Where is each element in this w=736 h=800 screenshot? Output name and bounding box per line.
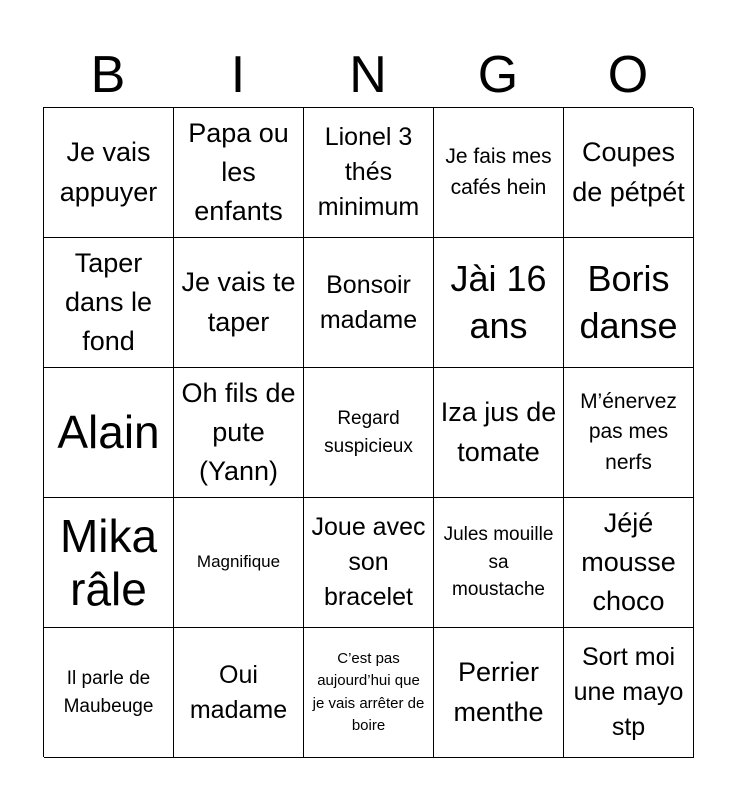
cell-text: Boris danse bbox=[579, 257, 678, 346]
header-letter-n: N bbox=[349, 46, 387, 104]
bingo-cell-5-4[interactable] bbox=[434, 628, 564, 758]
bingo-cell-1-4[interactable] bbox=[434, 108, 564, 238]
cell-text: Iza jus de tomate bbox=[440, 397, 557, 467]
bingo-cell-2-1[interactable] bbox=[44, 238, 174, 368]
cell-text: Je vais appuyer bbox=[59, 137, 158, 207]
cell-text: Il parle de Maubeuge bbox=[63, 667, 154, 717]
bingo-cell-2-5[interactable] bbox=[564, 238, 694, 368]
cell-text: Alain bbox=[57, 406, 160, 459]
header-letter-g: G bbox=[477, 46, 519, 104]
cell-text: Je fais mes cafés hein bbox=[445, 145, 552, 199]
bingo-cell-2-4[interactable] bbox=[434, 238, 564, 368]
bingo-cell-4-4[interactable] bbox=[434, 498, 564, 628]
bingo-cell-3-4[interactable] bbox=[434, 368, 564, 498]
cell-text: Bonsoir madame bbox=[319, 270, 418, 334]
cell-text: Regard suspicieux bbox=[324, 407, 413, 457]
cell-text: Jài 16 ans bbox=[450, 257, 547, 346]
cell-text: Magnifique bbox=[196, 552, 281, 572]
cell-text: Je vais te taper bbox=[181, 267, 296, 337]
header-letter-b: B bbox=[90, 46, 126, 104]
bingo-cell-5-1[interactable] bbox=[44, 628, 174, 758]
bingo-cell-1-2[interactable] bbox=[174, 108, 304, 238]
cell-text: Taper dans le fond bbox=[64, 247, 153, 357]
bingo-cell-2-3[interactable] bbox=[304, 238, 434, 368]
bingo-cell-1-5[interactable] bbox=[564, 108, 694, 238]
bingo-cell-5-2[interactable] bbox=[174, 628, 304, 758]
bingo-cell-4-5[interactable] bbox=[564, 498, 694, 628]
header-letter-i: I bbox=[230, 46, 246, 104]
bingo-cell-3-3[interactable] bbox=[304, 368, 434, 498]
cell-text: Sort moi une mayo stp bbox=[573, 643, 684, 741]
cell-text: Oh fils de pute (Yann) bbox=[181, 377, 296, 487]
cell-text: Lionel 3 thés minimum bbox=[317, 123, 420, 221]
bingo-header bbox=[43, 44, 693, 106]
cell-text: Papa ou les enfants bbox=[188, 117, 289, 227]
cell-text: Perrier menthe bbox=[453, 657, 544, 727]
cell-text: C’est pas aujourd’hui que je vais arrêter de boire bbox=[312, 649, 425, 734]
bingo-cell-5-5[interactable] bbox=[564, 628, 694, 758]
header-letter-o: O bbox=[607, 46, 649, 104]
bingo-cell-3-1[interactable] bbox=[44, 368, 174, 498]
bingo-cell-4-1[interactable] bbox=[44, 498, 174, 628]
bingo-cell-2-2[interactable] bbox=[174, 238, 304, 368]
bingo-cell-1-3[interactable] bbox=[304, 108, 434, 238]
bingo-cell-4-2[interactable] bbox=[174, 498, 304, 628]
cell-text: Mika râle bbox=[59, 509, 158, 615]
bingo-cell-4-3[interactable] bbox=[304, 498, 434, 628]
cell-text: Coupes de pétpét bbox=[572, 137, 685, 207]
bingo-cell-5-3[interactable] bbox=[304, 628, 434, 758]
bingo-cell-3-5[interactable] bbox=[564, 368, 694, 498]
bingo-board bbox=[43, 107, 693, 757]
cell-text: M’énervez pas mes nerfs bbox=[580, 389, 677, 474]
bingo-cell-1-1[interactable] bbox=[44, 108, 174, 238]
cell-text: Joue avec son bracelet bbox=[311, 513, 426, 611]
cell-text: Jéjé mousse choco bbox=[581, 507, 676, 617]
cell-text: Jules mouille sa moustache bbox=[443, 524, 554, 601]
bingo-cell-3-2[interactable] bbox=[174, 368, 304, 498]
cell-text: Oui madame bbox=[189, 660, 288, 724]
